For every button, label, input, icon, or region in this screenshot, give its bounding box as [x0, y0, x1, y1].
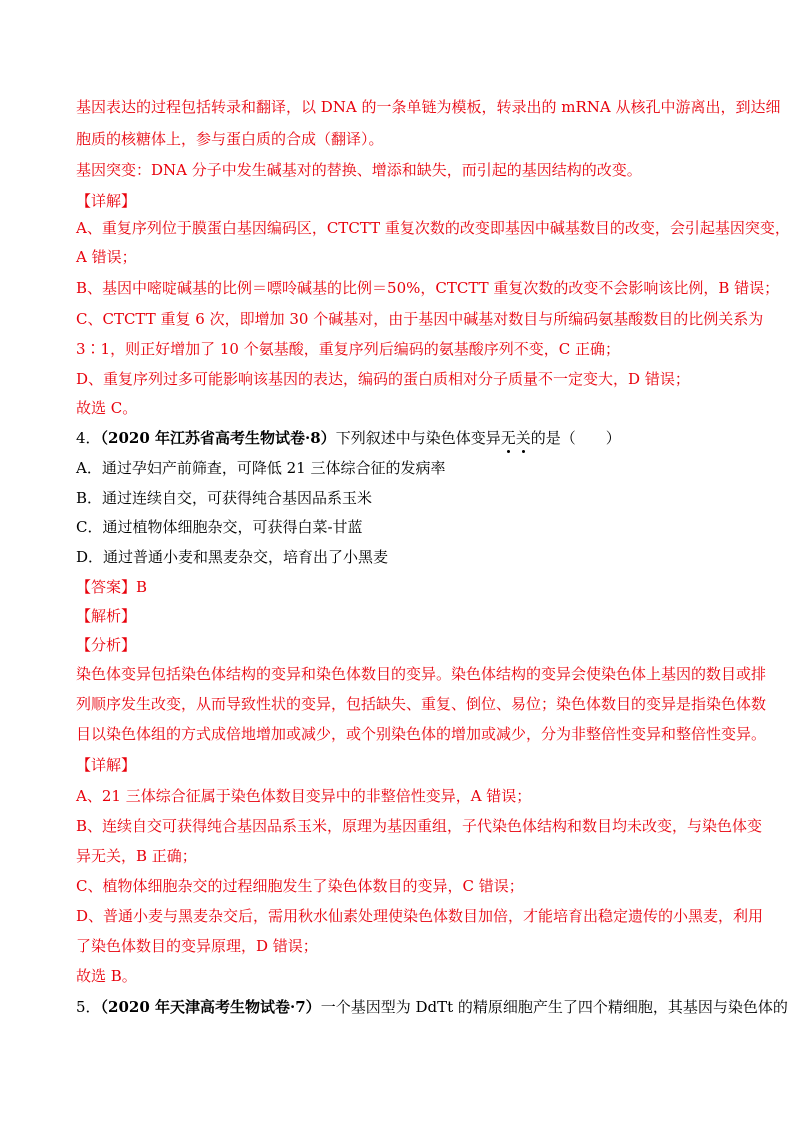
question-5-stem	[76, 996, 788, 1018]
q3-detail-c-line-2: 3∶1，则正好增加了 10 个氨基酸，重复序列后编码的氨基酸序列不变，C 正确；	[76, 340, 620, 358]
option-d: D．通过普通小麦和黑麦杂交，培育出了小黑麦	[76, 548, 389, 566]
option-b: B．通过连续自交，可获得纯合基因品系玉米	[76, 489, 373, 507]
q3-detail-a-line-2: A 错误；	[76, 248, 137, 266]
answer: 【答案】B	[76, 578, 148, 596]
q4-detail-b-line-1: B、连续自交可获得纯合基因品系玉米，原理为基因重组，子代染色体结构和数目均未改变，与染色体变	[76, 817, 763, 835]
q3-detail-b: B、基因中嘧啶碱基的比例＝嘌呤碱基的比例＝50%，CTCTT 重复次数的改变不会影响该比例，B 错误；	[76, 279, 780, 297]
emphasis-char: 关	[515, 429, 531, 447]
q3-detail-c-line-1: C、CTCTT 重复 6 次，即增加 30 个碱基对，由于基因中碱基对数目与所编码氨基酸数目的比例关系为	[76, 310, 764, 328]
fenxi-line-3: 目以染色体组的方式成倍地增加或减少，或个别染色体的增加或减少，分为非整倍性变异和整倍性变异。	[76, 725, 767, 743]
fenxi-line-2: 列顺序发生改变，从而导致性状的变异，包括缺失、重复、倒位、易位；染色体数目的变异是指染色体数	[76, 695, 767, 713]
gene-expression-line-1: 基因表达的过程包括转录和翻译，以 DNA 的一条单链为模板，转录出的 mRNA 从核孔中游离出，到达细	[76, 98, 781, 116]
question-source: （2020 年天津高考生物试卷·7）	[100, 998, 321, 1016]
emphasis-char: 无	[500, 429, 516, 447]
detail-tag-q3: 【详解】	[76, 192, 137, 210]
q4-detail-a: A、21 三体综合征属于染色体数目变异中的非整倍性变异，A 错误；	[76, 787, 532, 805]
fenxi-line-1: 染色体变异包括染色体结构的变异和染色体数目的变异。染色体结构的变异会使染色体上基因的数目或排	[76, 665, 767, 683]
q4-detail-d-line-1: D、普通小麦与黑麦杂交后，需用秋水仙素处理使染色体数目加倍，才能培育出稳定遗传的小黑麦，利用	[76, 907, 764, 925]
q4-detail-c: C、植物体细胞杂交的过程细胞发生了染色体数目的变异，C 错误；	[76, 877, 524, 895]
gene-mutation-definition: 基因突变：DNA 分子中发生碱基对的替换、增添和缺失，而引起的基因结构的改变。	[76, 161, 642, 179]
q4-detail-d-line-2: 了染色体数目的变异原理，D 错误；	[76, 937, 318, 955]
fenxi-tag: 【分析】	[76, 636, 137, 654]
option-a: A．通过孕妇产前筛查，可降低 21 三体综合征的发病率	[76, 459, 446, 477]
q3-detail-d: D、重复序列过多可能影响该基因的表达，编码的蛋白质相对分子质量不一定变大，D 错误；	[76, 370, 690, 388]
q4-detail-b-line-2: 异无关，B 正确；	[76, 847, 197, 865]
stem-text: 一个基因型为 DdTt 的精原细胞产生了四个精细胞，其基因与染色体的	[320, 998, 788, 1016]
stem-text: 下列叙述中与染色体变异	[335, 429, 501, 447]
question-number: 5．	[76, 998, 101, 1016]
stem-text: 的是（ ）	[530, 429, 621, 447]
question-number: 4．	[76, 429, 101, 447]
analysis-tag: 【解析】	[76, 607, 137, 625]
q3-choice: 故选 C。	[76, 399, 138, 417]
question-source: （2020 年江苏省高考生物试卷·8）	[100, 429, 336, 447]
question-4-stem	[76, 427, 621, 449]
q3-detail-a-line-1: A、重复序列位于膜蛋白基因编码区，CTCTT 重复次数的改变即基因中碱基数目的改变，会引起基因突变，	[76, 219, 790, 237]
option-c: C．通过植物体细胞杂交，可获得白菜-甘蓝	[76, 518, 363, 536]
gene-expression-line-2: 胞质的核糖体上，参与蛋白质的合成（翻译）。	[76, 130, 384, 148]
q4-choice: 故选 B。	[76, 967, 137, 985]
detail-tag-q4: 【详解】	[76, 756, 137, 774]
